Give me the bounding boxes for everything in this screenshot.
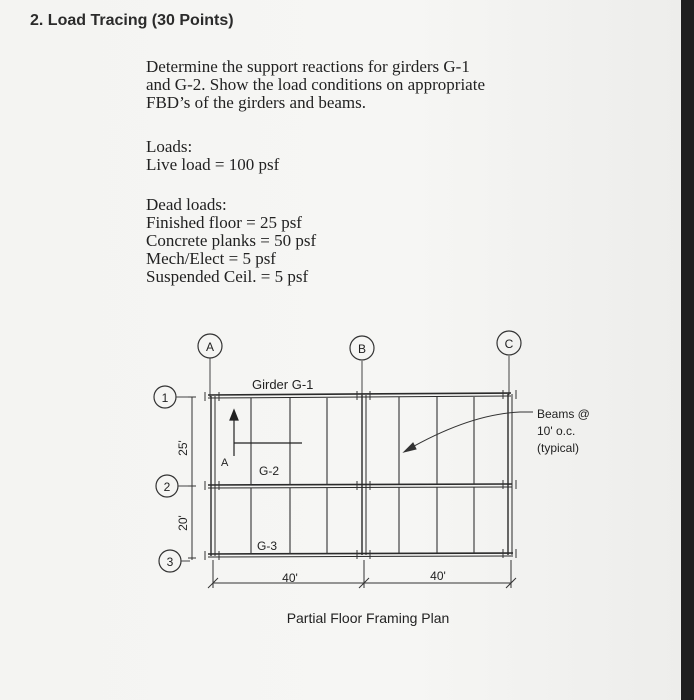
girder-g2	[208, 484, 512, 488]
problem-line: FBD’s of the girders and beams.	[146, 93, 367, 112]
row-grid-1	[154, 386, 190, 408]
row-label-1: 1	[161, 391, 169, 405]
dimension-25: 25'	[176, 440, 190, 456]
row-grid-3	[159, 550, 190, 572]
column-label-b: B	[357, 342, 367, 356]
dimension-20: 20'	[176, 515, 190, 531]
section-mark: A	[221, 457, 229, 469]
column-label-c: C	[504, 337, 514, 351]
beams-note-line: (typical)	[537, 441, 580, 455]
dimension-left	[188, 397, 196, 560]
row-label-3: 3	[166, 555, 174, 569]
beams-leader	[404, 412, 533, 452]
column-girder-b	[362, 395, 366, 555]
g3-label: G-3	[257, 539, 278, 553]
problem-line: and G-2. Show the load conditions on appropriate	[146, 75, 485, 94]
problem-heading: 2. Load Tracing (30 Points)	[30, 12, 234, 29]
column-label-a: A	[205, 340, 215, 354]
dead-load-item: Concrete planks = 50 psf	[146, 231, 317, 250]
plan-caption: Partial Floor Framing Plan	[286, 610, 450, 626]
loads-title: Loads:	[146, 137, 193, 156]
beams-note-line: Beams @	[537, 407, 590, 421]
g2-label: G-2	[259, 464, 280, 478]
dead-load-item: Finished floor = 25 psf	[146, 213, 302, 232]
row-grid-2	[156, 475, 190, 497]
dead-load-item: Suspended Ceil. = 5 psf	[146, 267, 309, 286]
girder-g1	[208, 393, 511, 398]
dimension-40-left: 40'	[282, 571, 298, 585]
girder-g3	[208, 553, 513, 557]
dead-load-item: Mech/Elect = 5 psf	[146, 249, 276, 268]
column-girder-c	[508, 394, 512, 555]
row-label-2: 2	[163, 480, 171, 494]
column-grid-a	[198, 334, 222, 397]
live-load: Live load = 100 psf	[146, 155, 280, 174]
dimension-bottom	[208, 560, 516, 588]
dead-loads-title: Dead loads:	[146, 195, 227, 214]
beams-note-line: 10' o.c.	[537, 424, 576, 438]
section-cut	[230, 410, 302, 456]
column-ticks	[205, 390, 516, 560]
dimension-40-right: 40'	[430, 569, 446, 583]
column-grid-b	[350, 336, 374, 397]
problem-line: Determine the support reactions for girders G-1	[146, 57, 470, 76]
photo-edge	[681, 0, 694, 700]
girder-g1-label: Girder G-1	[252, 377, 314, 392]
column-girder-a	[211, 396, 215, 556]
column-grid-c	[497, 331, 521, 395]
